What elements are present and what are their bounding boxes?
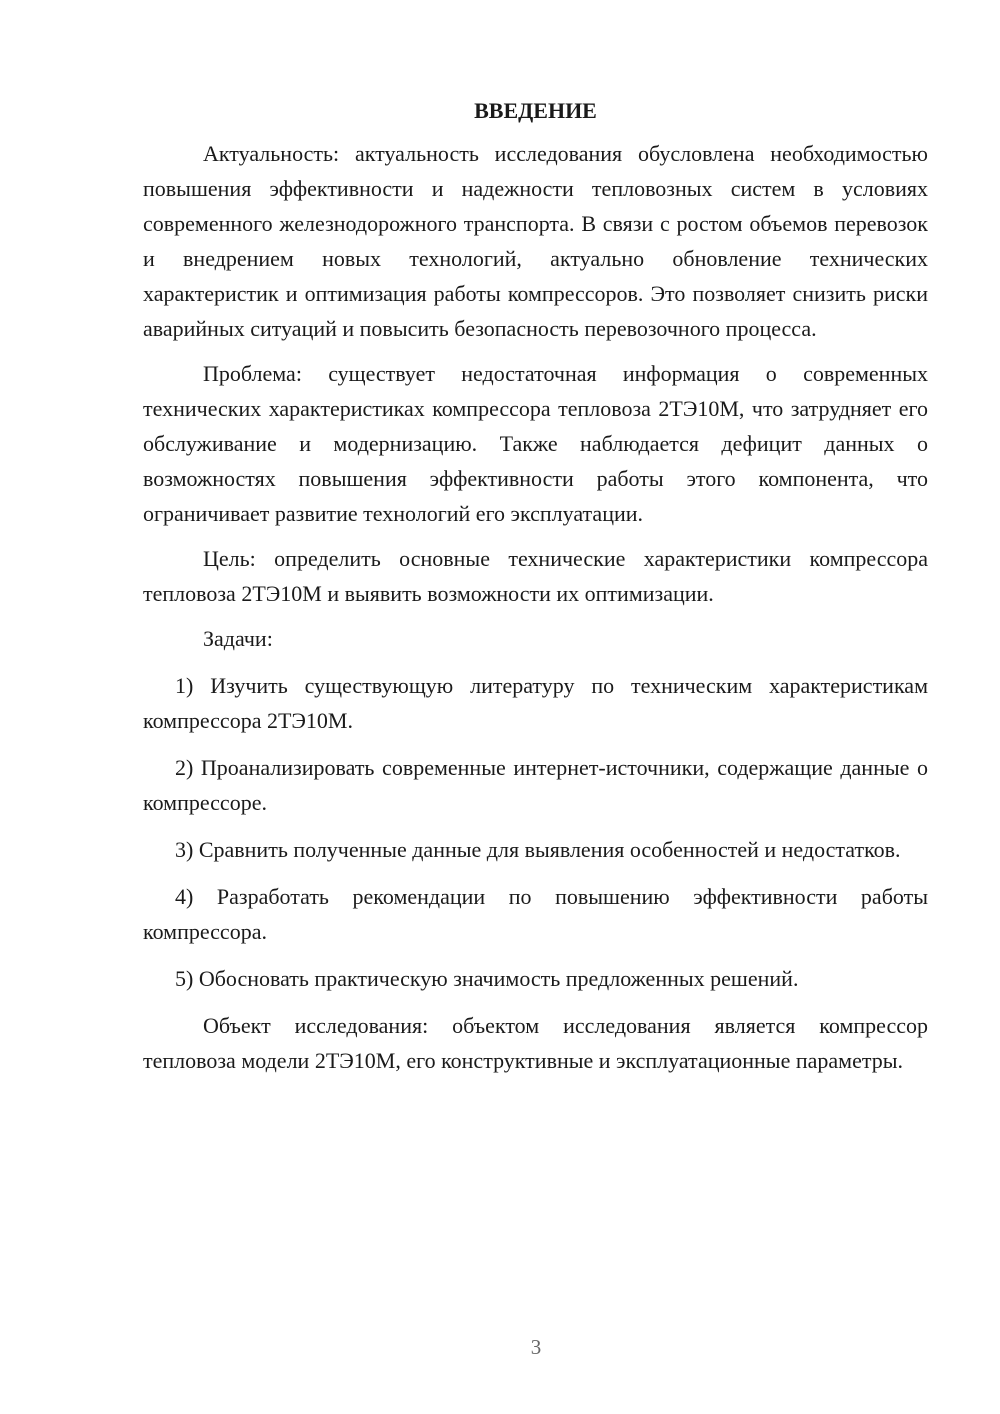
task-item-5: 5) Обосновать практическую значимость предложенных решений. [175,966,799,991]
relevance-paragraph: Актуальность: актуальность исследования обусловлена необходимостью повышения эффективности и надежности тепловозных систем в условиях современного железнодорожного транспорта. В связи с ростом объемов перевозок и внедрением новых технологий, актуально обновление технических характеристик и оптимизация работы компрессоров. Это позволяет снизить риски аварийных ситуаций и повысить безопасность перевозочного процесса. [143,141,928,341]
tasks-heading: Задачи: [203,626,273,651]
task-item-3: 3) Сравнить полученные данные для выявления особенностей и недостатков. [175,837,901,862]
problem-paragraph: Проблема: существует недостаточная информация о современных технических характеристиках компрессора тепловоза 2ТЭ10М, что затрудняет его обслуживание и модернизацию. Также наблюдается дефицит данных о возможностях повышения эффективности работы этого компонента, что ограничивает развитие технологий его эксплуатации. [143,361,928,526]
goal-paragraph: Цель: определить основные технические характеристики компрессора тепловоза 2ТЭ10М и выявить возможности их оптимизации. [143,546,928,606]
document-page [143,96,928,1078]
page-title: ВВЕДЕНИЕ [474,98,597,123]
task-item-1: 1) Изучить существующую литературу по техническим характеристикам компрессора 2ТЭ10М. [143,673,928,733]
tasks-list [143,668,928,996]
object-paragraph: Объект исследования: объектом исследования является компрессор тепловоза модели 2ТЭ10М, его конструктивные и эксплуатационные параметры. [143,1013,928,1073]
page-number: 3 [530,1335,542,1359]
task-item-2: 2) Проанализировать современные интернет-источники, содержащие данные о компрессоре. [143,755,928,815]
task-item-4: 4) Разработать рекомендации по повышению эффективности работы компрессора. [143,884,928,944]
